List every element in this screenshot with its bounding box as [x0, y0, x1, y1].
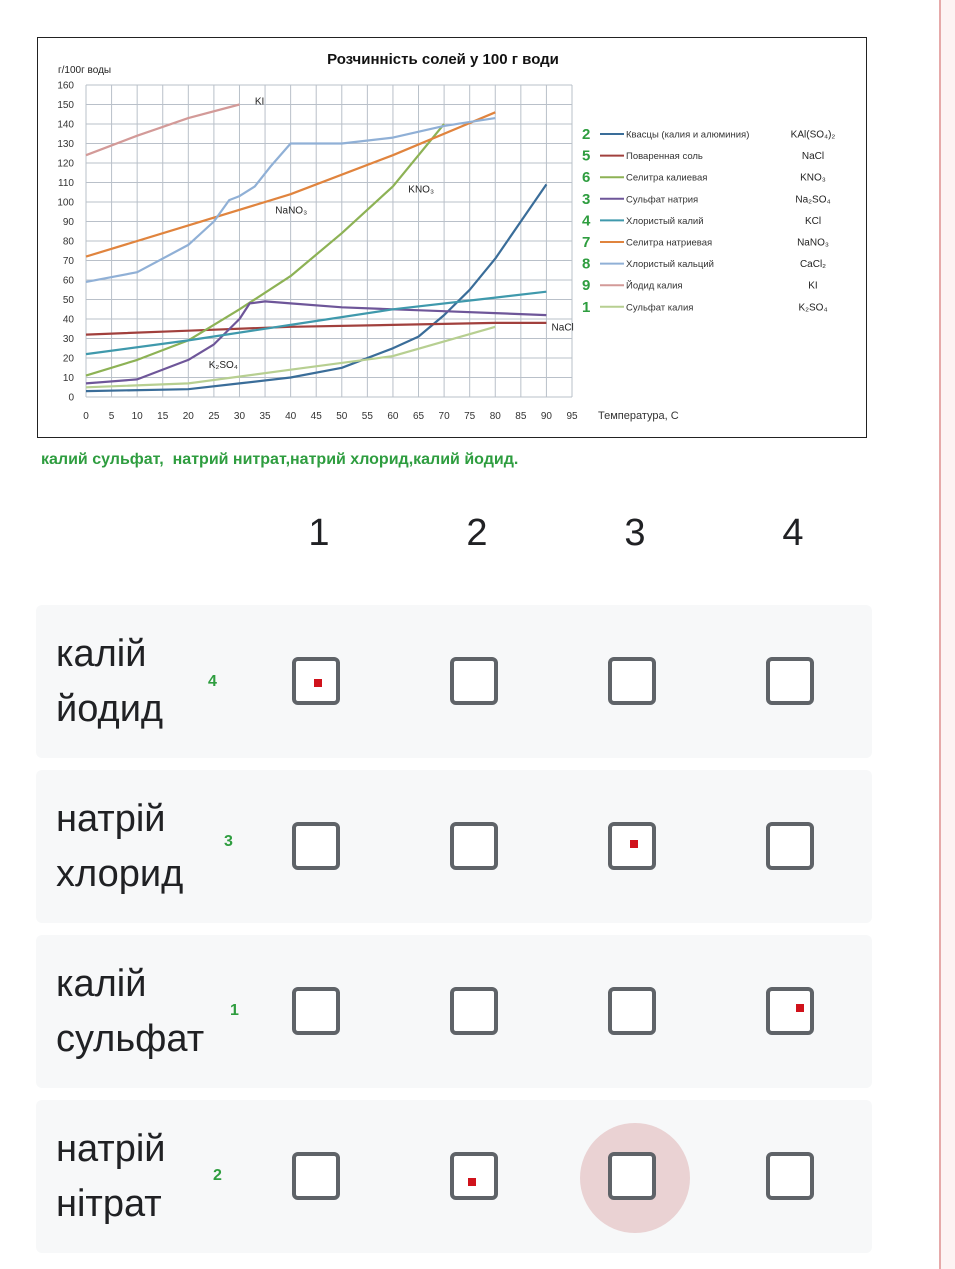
solubility-chart	[38, 38, 866, 437]
legend-name: Селитра натриевая	[626, 237, 713, 249]
x-tick-label: 25	[208, 411, 220, 422]
x-tick-label: 60	[387, 411, 399, 422]
y-tick-label: 160	[57, 80, 74, 92]
grid-row-natriy-nitrat	[36, 1100, 872, 1253]
x-tick-label: 15	[157, 411, 169, 422]
curve-annotation: KNO₃	[408, 184, 435, 196]
column-header-2: 2	[466, 512, 488, 554]
legend-number: 1	[582, 298, 591, 316]
legend-formula: Na₂SO₄	[795, 194, 831, 206]
y-tick-label: 0	[68, 392, 74, 404]
solubility-chart-image	[37, 37, 867, 438]
checkbox-row1-col4[interactable]	[766, 657, 814, 705]
legend-name: Селитра калиевая	[626, 172, 708, 184]
row-note: 2	[213, 1167, 222, 1184]
curve-annotation: NaCl	[551, 322, 574, 334]
row-label: натрій нітрат	[56, 1128, 166, 1225]
y-tick-label: 70	[62, 256, 74, 267]
x-tick-label: 90	[540, 411, 552, 422]
legend-formula: KNO₃	[800, 172, 826, 184]
legend-name: Йодид калия	[626, 280, 683, 292]
y-tick-label: 110	[58, 178, 74, 189]
checkbox-row1-col1[interactable]	[292, 657, 340, 705]
curve-annotation: NaNO₃	[275, 205, 308, 217]
y-tick-label: 80	[62, 236, 74, 248]
selection-mark	[314, 679, 322, 687]
legend-name: Квасцы (калия и алюминия)	[626, 129, 750, 141]
legend-number: 5	[582, 147, 591, 165]
x-tick-label: 40	[285, 411, 297, 422]
checkbox-row1-col3[interactable]	[608, 657, 656, 705]
checkbox-row4-col4[interactable]	[766, 1152, 814, 1200]
legend-name: Хлористый кальций	[626, 259, 714, 271]
legend-number: 3	[582, 190, 591, 208]
x-tick-label: 35	[259, 411, 271, 422]
legend-formula: NaCl	[801, 151, 825, 163]
y-tick-label: 10	[62, 373, 74, 384]
selection-mark	[630, 840, 638, 848]
legend-number: 8	[582, 255, 591, 273]
column-header-3: 3	[624, 512, 646, 554]
grid-row-kaliy-yodyd	[36, 605, 872, 758]
y-tick-label: 140	[57, 119, 74, 131]
row-label: калій йодид	[56, 633, 164, 730]
curve-annotation: K₂SO₄	[208, 359, 238, 371]
y-tick-label: 150	[57, 100, 74, 111]
chart-title: Розчинність солей у 100 г води	[327, 51, 559, 68]
checkbox-row2-col3[interactable]	[608, 822, 656, 870]
legend-formula: K₂SO₄	[798, 302, 828, 314]
curve-annotation: KI	[254, 96, 265, 108]
grid-row-kaliy-sulfat	[36, 935, 872, 1088]
legend-formula: KAl(SO₄)₂	[790, 129, 836, 141]
x-tick-label: 95	[566, 411, 578, 422]
answer-caption: калий сульфат, натрий нитрат,натрий хлорид,калий йодид.	[41, 451, 519, 468]
row-label: натрій хлорид	[56, 798, 184, 895]
legend-name: Хлористый калий	[626, 215, 704, 227]
row-label: калій сульфат	[56, 963, 205, 1060]
checkbox-row1-col2[interactable]	[450, 657, 498, 705]
x-tick-label: 5	[108, 411, 115, 422]
x-tick-label: 30	[233, 411, 246, 422]
checkbox-row2-col1[interactable]	[292, 822, 340, 870]
legend-formula: CaCl₂	[799, 259, 827, 271]
selection-mark	[796, 1004, 804, 1012]
x-tick-label: 75	[464, 411, 476, 422]
y-axis-label: г/100г воды	[58, 65, 112, 76]
legend-number: 4	[582, 212, 591, 230]
x-tick-label: 55	[361, 411, 373, 422]
x-tick-label: 20	[182, 411, 194, 422]
checkbox-row2-col4[interactable]	[766, 822, 814, 870]
legend-number: 9	[582, 277, 591, 295]
checkbox-row3-col3[interactable]	[608, 987, 656, 1035]
y-tick-label: 100	[57, 197, 74, 209]
checkbox-row4-col2[interactable]	[450, 1152, 498, 1200]
legend-name: Поваренная соль	[626, 151, 703, 163]
legend-name: Сульфат натрия	[626, 194, 699, 206]
column-header-1: 1	[308, 512, 330, 554]
grid-row-natriy-khloryd	[36, 770, 872, 923]
x-tick-label: 85	[515, 411, 527, 422]
y-tick-label: 50	[62, 295, 74, 306]
legend-number: 2	[582, 126, 591, 143]
x-tick-label: 50	[336, 411, 348, 422]
legend-number: 6	[582, 169, 591, 187]
checkbox-row2-col2[interactable]	[450, 822, 498, 870]
page-right-edge	[939, 0, 955, 1269]
y-tick-label: 60	[62, 275, 74, 287]
y-tick-label: 30	[62, 334, 74, 345]
row-note: 3	[224, 833, 233, 850]
x-tick-label: 10	[131, 411, 143, 422]
column-header-4: 4	[782, 512, 804, 554]
x-tick-label: 70	[438, 411, 450, 422]
checkbox-row4-col3[interactable]	[608, 1152, 656, 1200]
y-tick-label: 20	[62, 353, 74, 365]
legend-name: Сульфат калия	[626, 302, 694, 314]
y-tick-label: 40	[62, 314, 74, 326]
checkbox-row4-col1[interactable]	[292, 1152, 340, 1200]
y-tick-label: 90	[62, 217, 74, 228]
x-axis-label: Температура, С	[598, 410, 679, 422]
checkbox-row3-col4[interactable]	[766, 987, 814, 1035]
legend-formula: KI	[808, 280, 818, 292]
x-tick-label: 65	[412, 411, 425, 422]
y-tick-label: 120	[57, 158, 74, 170]
x-tick-label: 80	[489, 411, 501, 422]
selection-mark	[468, 1178, 476, 1186]
x-tick-label: 45	[310, 411, 322, 422]
y-tick-label: 130	[57, 139, 74, 150]
x-tick-label: 0	[83, 411, 89, 422]
legend-number: 7	[582, 234, 591, 251]
checkbox-row3-col2[interactable]	[450, 987, 498, 1035]
row-note: 4	[208, 673, 217, 690]
row-note: 1	[230, 1002, 239, 1019]
legend-formula: NaNO₃	[797, 237, 829, 249]
legend-formula: KCl	[804, 215, 822, 227]
checkbox-row3-col1[interactable]	[292, 987, 340, 1035]
